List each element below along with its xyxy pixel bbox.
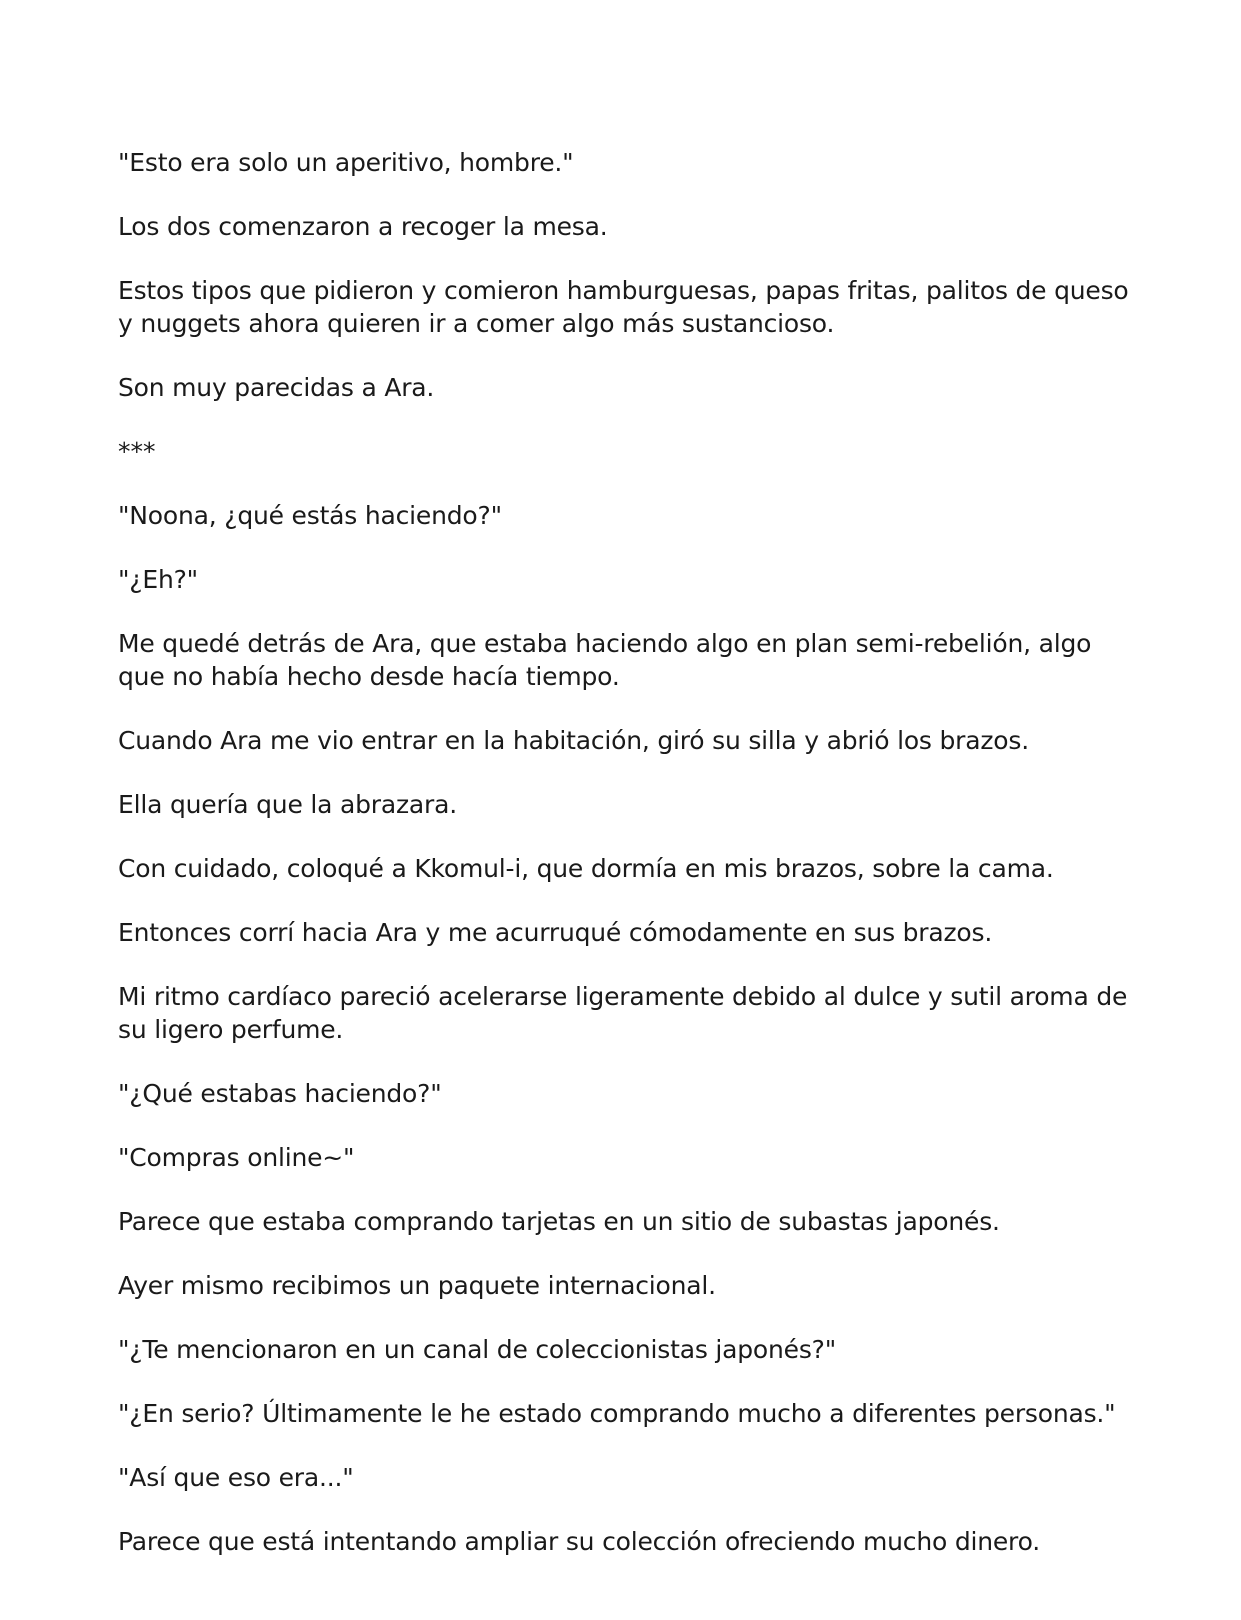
paragraph: Entonces corrí hacia Ara y me acurruqué cómodamente en sus brazos. — [118, 918, 993, 947]
paragraph: Ella quería que la abrazara. — [118, 790, 457, 819]
paragraph: Son muy parecidas a Ara. — [118, 373, 435, 402]
body-text — [118, 146, 1138, 1589]
paragraph: Ayer mismo recibimos un paquete internacional. — [118, 1271, 716, 1300]
paragraph: Estos tipos que pidieron y comieron hamburguesas, papas fritas, palitos de queso y nuggets ahora quieren ir a comer algo más sustancioso. — [118, 276, 1137, 338]
paragraph: Con cuidado, coloqué a Kkomul-i, que dormía en mis brazos, sobre la cama. — [118, 854, 1054, 883]
paragraph: "¿Te mencionaron en un canal de coleccionistas japonés?" — [118, 1335, 837, 1364]
paragraph: Mi ritmo cardíaco pareció acelerarse ligeramente debido al dulce y sutil aroma de su ligero perfume. — [118, 982, 1135, 1044]
paragraph: "Noona, ¿qué estás haciendo?" — [118, 501, 502, 530]
paragraph: "Esto era solo un aperitivo, hombre." — [118, 148, 574, 177]
scene-separator: *** — [118, 437, 156, 466]
paragraph: Parece que está intentando ampliar su colección ofreciendo mucho dinero. — [118, 1527, 1040, 1556]
paragraph: Me quedé detrás de Ara, que estaba haciendo algo en plan semi-rebelión, algo que no había hecho desde hacía tiempo. — [118, 629, 1099, 691]
paragraph: "¿En serio? Últimamente le he estado comprando mucho a diferentes personas." — [118, 1399, 1116, 1428]
paragraph: "¿Eh?" — [118, 565, 198, 594]
paragraph: Los dos comenzaron a recoger la mesa. — [118, 212, 608, 241]
paragraph: "Compras online~" — [118, 1143, 355, 1172]
paragraph: "¿Qué estabas haciendo?" — [118, 1079, 442, 1108]
paragraph: Parece que estaba comprando tarjetas en un sitio de subastas japonés. — [118, 1207, 1000, 1236]
paragraph: Cuando Ara me vio entrar en la habitación, giró su silla y abrió los brazos. — [118, 726, 1029, 755]
paragraph: "Así que eso era..." — [118, 1463, 354, 1492]
